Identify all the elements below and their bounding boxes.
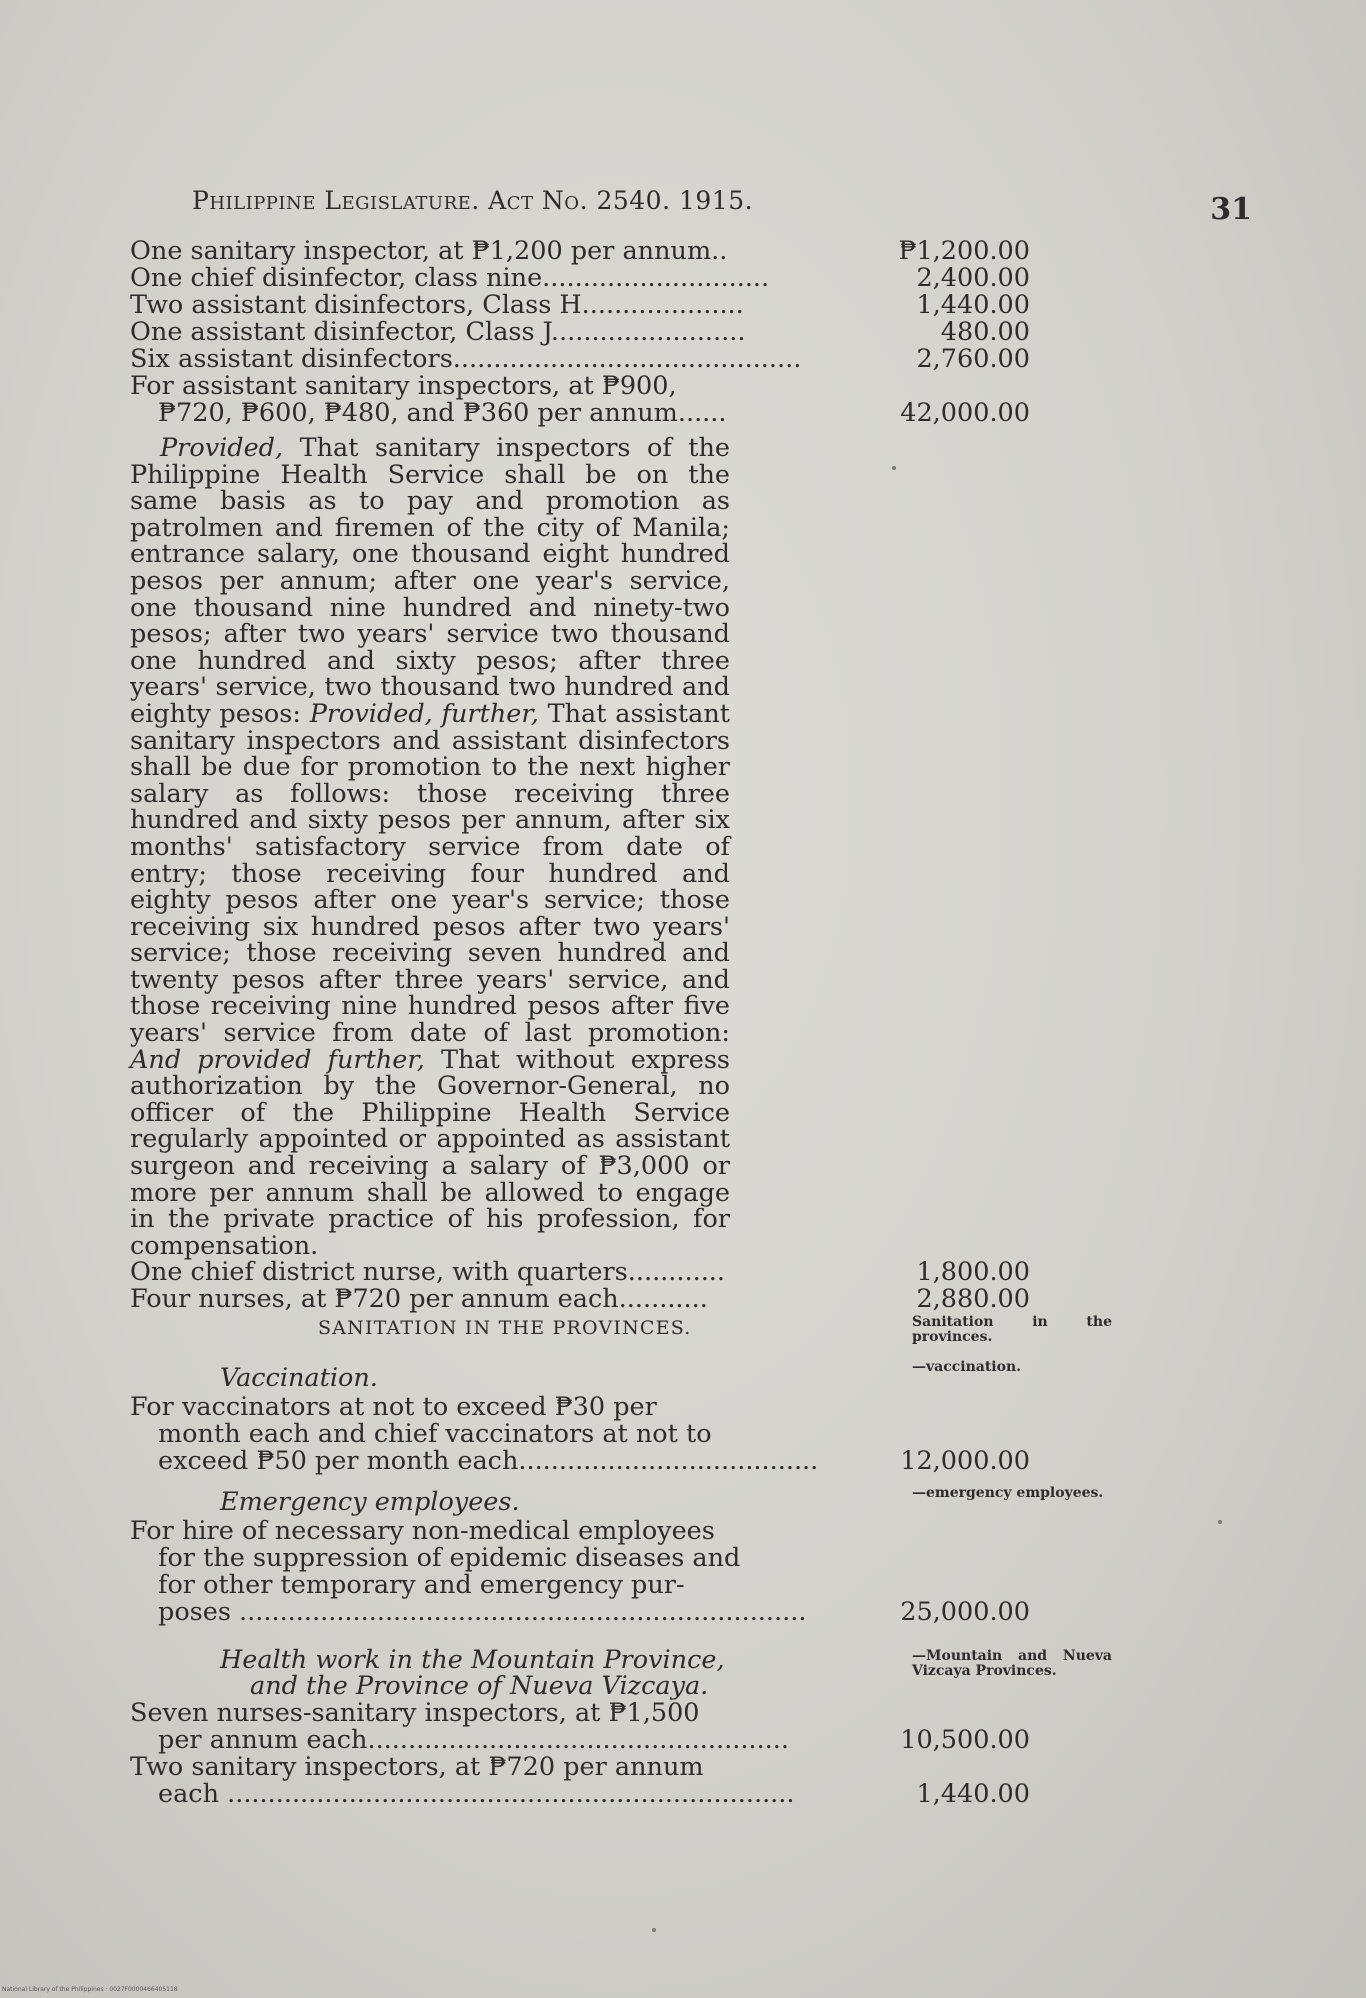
line-item-text: One assistant disinfector, Class J........................ bbox=[130, 317, 746, 347]
line-item bbox=[130, 292, 1130, 319]
paper-speck bbox=[652, 1928, 656, 1932]
line-item-text: One sanitary inspector, at ₱1,200 per annum.. bbox=[130, 236, 728, 266]
emergency-amount: 25,000.00 bbox=[900, 1597, 1030, 1627]
line-item bbox=[130, 265, 1130, 292]
line-item bbox=[130, 1286, 1130, 1313]
health-entry-2 bbox=[130, 1752, 1030, 1809]
line-item-amount: 480.00 bbox=[940, 317, 1030, 347]
proviso-paragraph bbox=[130, 435, 730, 1259]
subheading-vaccination: Vaccination. bbox=[220, 1363, 378, 1393]
line-item-text: Six assistant disinfectors........................................... bbox=[130, 344, 802, 374]
entry-line: Two sanitary inspectors, at ₱720 per annum bbox=[130, 1752, 704, 1782]
line-item-amount: 1,440.00 bbox=[916, 290, 1030, 320]
health-amount-1: 10,500.00 bbox=[900, 1725, 1030, 1755]
entry-line: each ...................................................................... bbox=[158, 1779, 795, 1809]
line-item-amount: 2,760.00 bbox=[916, 344, 1030, 374]
entry-line: month each and chief vaccinators at not to bbox=[158, 1419, 712, 1449]
paper-speck bbox=[892, 466, 896, 470]
line-item bbox=[130, 319, 1130, 346]
line-item-amount: 1,800.00 bbox=[916, 1257, 1030, 1288]
page-number: 31 bbox=[1210, 192, 1252, 227]
page-header bbox=[192, 186, 1252, 226]
subheading-emergency: Emergency employees. bbox=[220, 1487, 520, 1517]
appropriation-column bbox=[130, 238, 1130, 1313]
line-item bbox=[130, 1259, 1130, 1286]
line-item-text: Four nurses, at ₱720 per annum each........... bbox=[130, 1284, 708, 1315]
entry-line: exceed ₱50 per month each..................................... bbox=[158, 1446, 819, 1476]
paper-speck bbox=[1218, 1520, 1222, 1524]
entry-line: poses ...................................................................... bbox=[158, 1597, 807, 1627]
proviso-further: Provided, further, bbox=[309, 698, 539, 729]
entry-line: For hire of necessary non-medical employees bbox=[130, 1516, 715, 1546]
subheading-health-work-1: Health work in the Mountain Province, bbox=[220, 1645, 725, 1675]
health-entry-1 bbox=[130, 1698, 1030, 1755]
line-item bbox=[130, 238, 1130, 265]
entry-line: Seven nurses-sanitary inspectors, at ₱1,500 bbox=[130, 1698, 700, 1728]
entry-line: For vaccinators at not to exceed ₱30 per bbox=[130, 1392, 657, 1422]
vaccination-amount: 12,000.00 bbox=[900, 1446, 1030, 1476]
line-item-amount: 2,880.00 bbox=[916, 1284, 1030, 1315]
line-item-text: One chief district nurse, with quarters............ bbox=[130, 1257, 726, 1288]
margin-note-sanitation: Sanitation in the provinces. bbox=[912, 1314, 1112, 1345]
footer-source: National Library of the Philippines · 0027F0000466405118 bbox=[2, 1986, 178, 1993]
running-title: Philippine Legislature. Act No. 2540. 1915. bbox=[192, 186, 754, 215]
margin-note-mountain: —Mountain and Nueva Vizcaya Provinces. bbox=[912, 1648, 1112, 1679]
section-heading: SANITATION IN THE PROVINCES. bbox=[318, 1317, 692, 1339]
line-item bbox=[130, 346, 1130, 373]
subheading-health-work-2: and the Province of Nueva Vizcaya. bbox=[250, 1671, 709, 1701]
margin-note-emergency: —emergency employees. bbox=[912, 1485, 1104, 1501]
proviso-and-further: And provided further, bbox=[130, 1044, 425, 1075]
margin-note-vaccination: —vaccination. bbox=[912, 1359, 1021, 1375]
entry-line: per annum each.................................................... bbox=[158, 1725, 789, 1755]
line-item-text: ₱720, ₱600, ₱480, and ₱360 per annum...... bbox=[158, 398, 727, 428]
entry-line: for the suppression of epidemic diseases and bbox=[158, 1543, 741, 1573]
proviso-text-2: That assistant sanitary inspectors and assistant disinfectors shall be due for promotion to the next higher salary as follows: those receiving three hundred and sixty pesos per annum, after six months' satisfactory service from date of entry; those receiving four hundred and eighty pesos after one year's service; those receiving six hundred pesos after two years' service; those receiving seven hundred and twenty pesos after three years' service, and those receiving nine hundred pesos after five years' service from date of last promotion: bbox=[130, 698, 730, 1049]
line-item-amount: ₱1,200.00 bbox=[898, 236, 1030, 266]
line-item-text: Two assistant disinfectors, Class H.................... bbox=[130, 290, 744, 320]
entry-line: for other temporary and emergency pur- bbox=[158, 1570, 685, 1600]
vaccination-entry bbox=[130, 1392, 1030, 1476]
line-item bbox=[130, 373, 1130, 400]
line-item-text: One chief disinfector, class nine............................ bbox=[130, 263, 770, 293]
proviso-lead: Provided, bbox=[160, 433, 284, 463]
proviso-text-3: That without express authorization by the Governor-General, no officer of the Philippine Health Service regularly appointed or appointed as assistant surgeon and receiving a salary of ₱3,000 or more per annum shall be allowed to engage in the private practice of his profession, for compensation. bbox=[130, 1044, 730, 1261]
emergency-entry bbox=[130, 1516, 1030, 1627]
line-item-text: For assistant sanitary inspectors, at ₱900, bbox=[130, 371, 677, 401]
health-amount-2: 1,440.00 bbox=[916, 1779, 1030, 1809]
line-item-amount: 2,400.00 bbox=[916, 263, 1030, 293]
proviso-text-1: That sanitary inspectors of the Philippine Health Service shall be on the same basis as to pay and promotion as patrolmen and firemen of the city of Manila; entrance salary, one thousand eight hundred pesos per annum; after one year's service, one thousand nine hundred and ninety-two pesos; after two years' service two thousand one hundred and sixty pesos; after three years' service, two thousand two hundred and eighty pesos: bbox=[130, 433, 730, 729]
line-item-amount: 42,000.00 bbox=[900, 398, 1030, 428]
line-item bbox=[130, 400, 1130, 427]
